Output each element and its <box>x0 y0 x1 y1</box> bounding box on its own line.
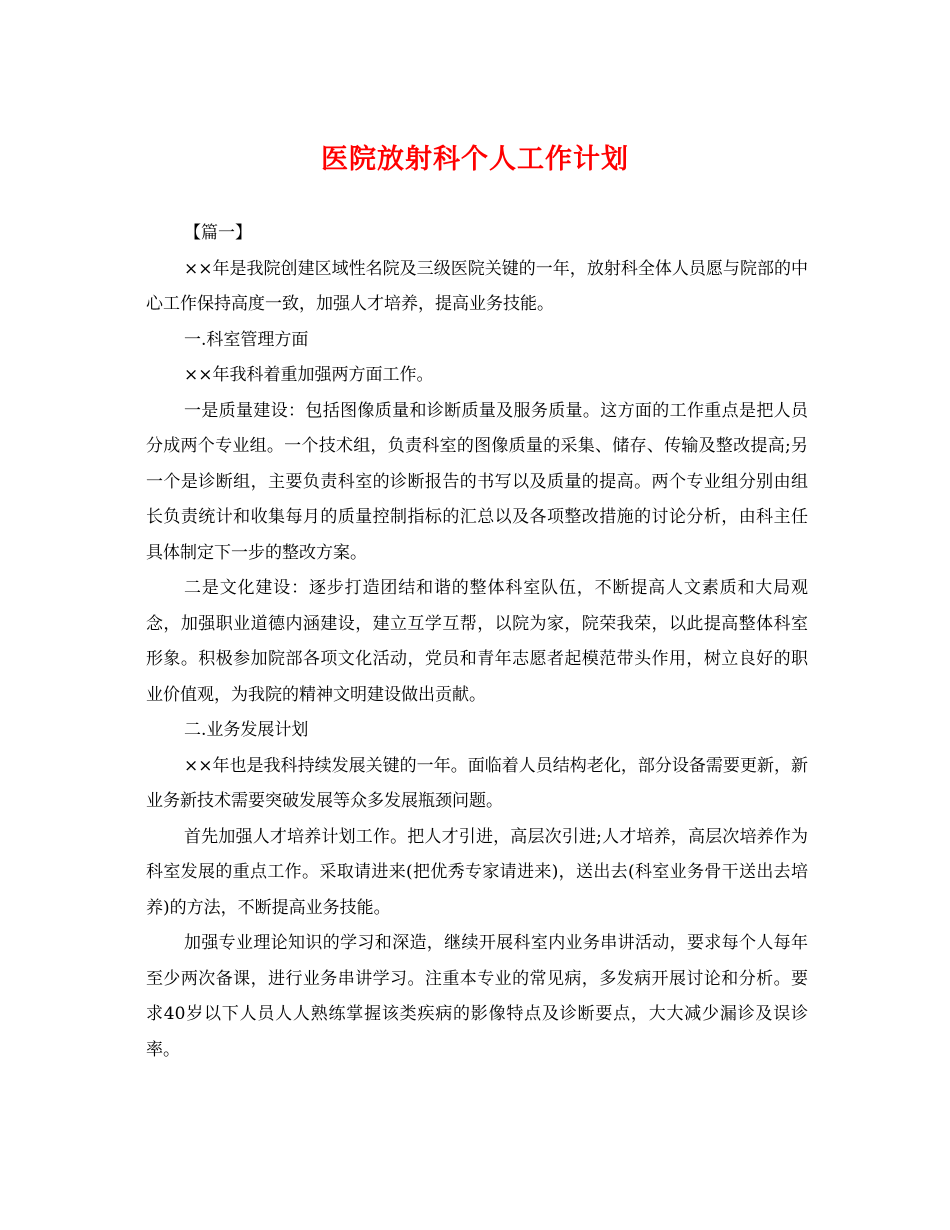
paragraph-intro: ××年是我院创建区域性名院及三级医院关键的一年，放射科全体人员愿与院部的中心工作保持高度一致，加强人才培养，提高业务技能。 <box>146 258 808 314</box>
section-label-part-one: 【篇一】 <box>184 223 252 243</box>
document-title: 医院放射科个人工作计划 <box>321 144 629 175</box>
section-heading-business-development: 二.业务发展计划 <box>184 720 309 740</box>
paragraph-professional-study: 加强专业理论知识的学习和深造，继续开展科室内业务串讲活动，要求每个人每年至少两次备课，进行业务串讲学习。注重本专业的常见病，多发病开展讨论和分析。要求40岁以下人员人人熟练掌握该类疾病的影像特点及诊断要点，大大减少漏诊及误诊率。 <box>146 933 808 1060</box>
paragraph-talent-training: 首先加强人才培养计划工作。把人才引进，高层次引进;人才培养，高层次培养作为科室发展的重点工作。采取请进来(把优秀专家请进来)，送出去(科室业务骨干送出去培养)的方法，不断提高业务技能。 <box>146 826 808 918</box>
document-body <box>146 216 808 1068</box>
paragraph-management-summary: ××年我科着重加强两方面工作。 <box>184 365 434 385</box>
section-heading-management: 一.科室管理方面 <box>184 329 309 350</box>
paragraph-development-challenges: ××年也是我科持续发展关键的一年。面临着人员结构老化，部分设备需要更新，新业务新技术需要突破发展等众多发展瓶颈问题。 <box>146 755 808 811</box>
paragraph-culture-building: 二是文化建设：逐步打造团结和谐的整体科室队伍，不断提高人文素质和大局观念，加强职业道德内涵建设，建立互学互帮，以院为家，院荣我荣，以此提高整体科室形象。积极参加院部各项文化活动，党员和青年志愿者起模范带头作用，树立良好的职业价值观，为我院的精神文明建设做出贡献。 <box>146 578 808 705</box>
paragraph-quality-building: 一是质量建设：包括图像质量和诊断质量及服务质量。这方面的工作重点是把人员分成两个专业组。一个技术组，负责科室的图像质量的采集、储存、传输及整改提高;另一个是诊断组，主要负责科室的诊断报告的书写以及质量的提高。两个专业组分别由组长负责统计和收集每月的质量控制指标的汇总以及各项整改措施的讨论分析，由科主任具体制定下一步的整改方案。 <box>146 400 808 563</box>
